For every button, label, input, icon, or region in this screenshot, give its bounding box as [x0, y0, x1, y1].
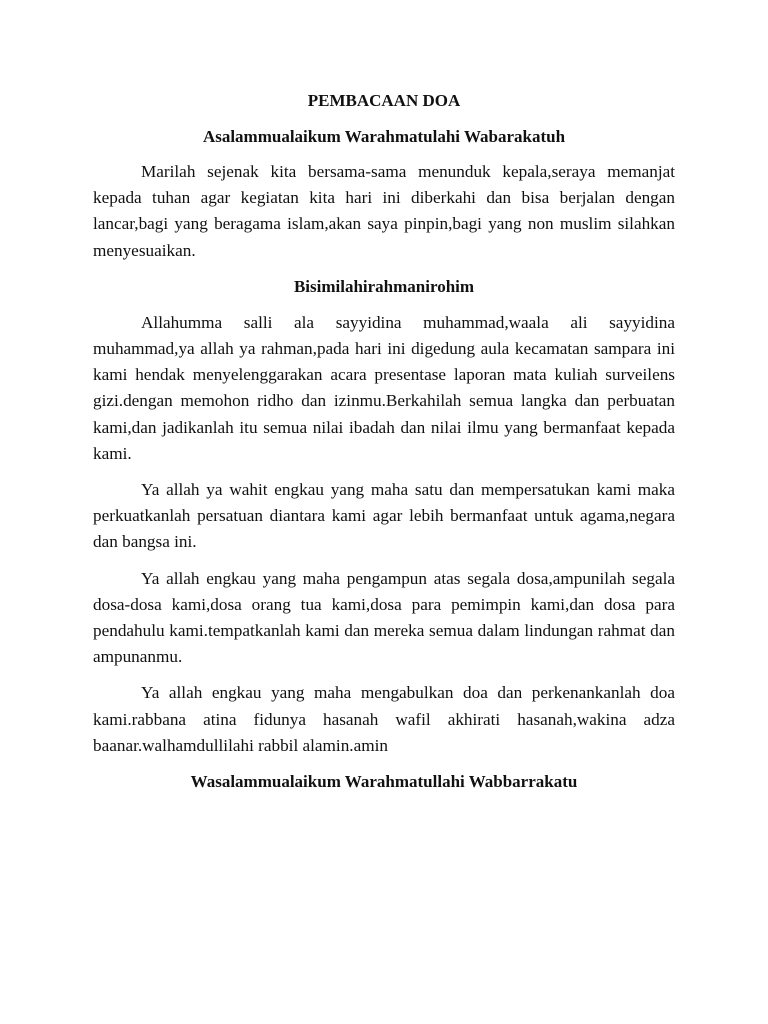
document-page	[93, 88, 675, 795]
prayer-paragraph-4: Ya allah engkau yang maha mengabulkan doa dan perkenankanlah doa kami.rabbana atina fidunya hasanah wafil akhirati hasanah,wakina adza baanar.walhamdullilahi rabbil alamin.amin	[93, 683, 675, 755]
greeting-heading: Asalammualaikum Warahmatulahi Wabarakatuh	[202, 127, 566, 146]
closing-heading: Wasalammualaikum Warahmatullahi Wabbarrakatu	[190, 772, 578, 792]
prayer-paragraph-1: Allahumma salli ala sayyidina muhammad,waala ali sayyidina muhammad,ya allah ya rahman,pada hari ini digedung aula kecamatan sampara ini kami hendak menyelenggarakan acara presentase laporan mata kuliah surveilens gizi.dengan memohon ridho dan izinmu.Berkahilah semua langka dan perbuatan kami,dan jadikanlah itu semua nilai ibadah dan nilai ilmu yang bermanfaat kepada kami.	[93, 312, 675, 463]
opening-paragraph: Marilah sejenak kita bersama-sama menunduk kepala,seraya memanjat kepada tuhan agar kegiatan kita hari ini diberkahi dan bisa berjalan dengan lancar,bagi yang beragama islam,akan saya pinpin,bagi yang non muslim silahkan menyesuaikan.	[93, 162, 675, 260]
prayer-paragraph-3: Ya allah engkau yang maha pengampun atas segala dosa,ampunilah segala dosa-dosa kami,dosa orang tua kami,dosa para pemimpin kami,dan dosa para pendahulu kami.tempatkanlah kami dan mereka semua dalam lindungan rahmat dan ampunanmu.	[93, 568, 675, 667]
prayer-paragraph-2: Ya allah ya wahit engkau yang maha satu dan mempersatukan kami maka perkuatkanlah persatuan diantara kami agar lebih bermanfaat untuk agama,negara dan bangsa ini.	[93, 480, 675, 552]
basmala-heading: Bisimilahirahmanirohim	[293, 276, 475, 296]
document-title: PEMBACAAN DOA	[307, 91, 461, 110]
